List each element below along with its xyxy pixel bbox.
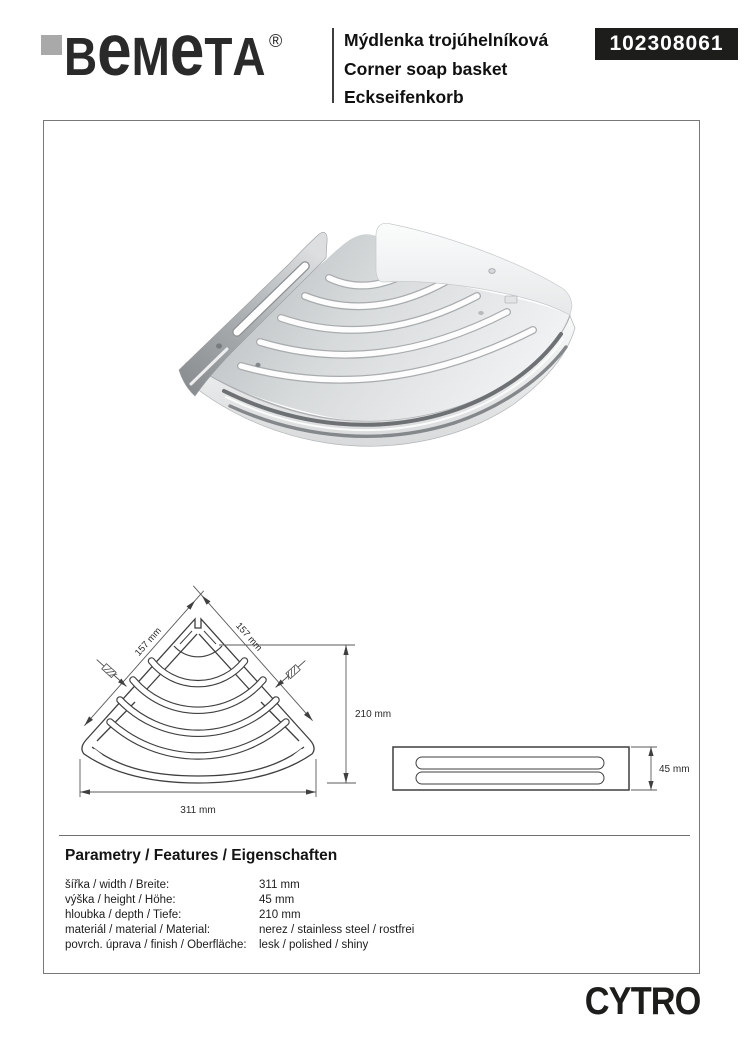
side-view-drawing: [389, 739, 701, 801]
wall-tab: [505, 296, 517, 303]
param-row: [65, 878, 685, 893]
series-name: CYTRO: [584, 980, 700, 1023]
logo-text: BeMeTA: [64, 18, 266, 90]
param-value: 45 mm: [259, 894, 295, 906]
top-view-drawing: [59, 576, 404, 831]
mounting-hole: [255, 363, 260, 367]
product-code-badge: 102308061: [595, 28, 738, 60]
param-label: povrch. úprava / finish / Oberfläche:: [65, 939, 247, 951]
product-name-en: Corner soap basket: [344, 58, 508, 79]
dim-45: [631, 747, 690, 790]
param-row: [65, 923, 685, 938]
screw-icon: [94, 657, 128, 689]
param-value: 311 mm: [259, 879, 300, 891]
logo-square-icon: [41, 35, 62, 55]
param-value: lesk / polished / shiny: [259, 939, 369, 951]
param-label: hloubka / depth / Tiefe:: [65, 909, 182, 921]
section-divider: [59, 835, 690, 836]
header-divider: [332, 28, 334, 103]
mounting-hole: [489, 269, 495, 274]
mounting-hole: [478, 311, 484, 315]
param-value: 210 mm: [259, 909, 301, 921]
product-name-cz: Mýdlenka trojúhelníková: [344, 30, 549, 50]
param-row: [65, 908, 685, 923]
param-row: [65, 938, 685, 953]
param-label: šířka / width / Breite:: [65, 879, 170, 891]
param-label: materiál / material / Material:: [65, 924, 211, 936]
parameters-table: [65, 878, 685, 953]
svg-text:45 mm: 45 mm: [659, 764, 690, 775]
product-names: [344, 26, 548, 112]
svg-text:311 mm: 311 mm: [180, 805, 216, 816]
screw-icon: [273, 658, 307, 690]
content-frame: [43, 120, 700, 974]
product-name-de: Eckseifenkorb: [344, 87, 464, 108]
mounting-hole: [216, 343, 222, 348]
param-label: výška / height / Höhe:: [65, 894, 176, 906]
product-photo: [129, 216, 579, 461]
registered-mark: ®: [269, 31, 283, 51]
svg-text:157 mm: 157 mm: [233, 620, 265, 654]
parameters-title: Parametry / Features / Eigenschaften: [65, 847, 338, 864]
svg-text:157 mm: 157 mm: [132, 625, 164, 659]
param-value: nerez / stainless steel / rostfrei: [259, 924, 415, 936]
svg-text:210 mm: 210 mm: [355, 709, 392, 720]
parameters-section: [65, 847, 685, 953]
bemeta-logo: [64, 18, 304, 90]
param-row: [65, 893, 685, 908]
